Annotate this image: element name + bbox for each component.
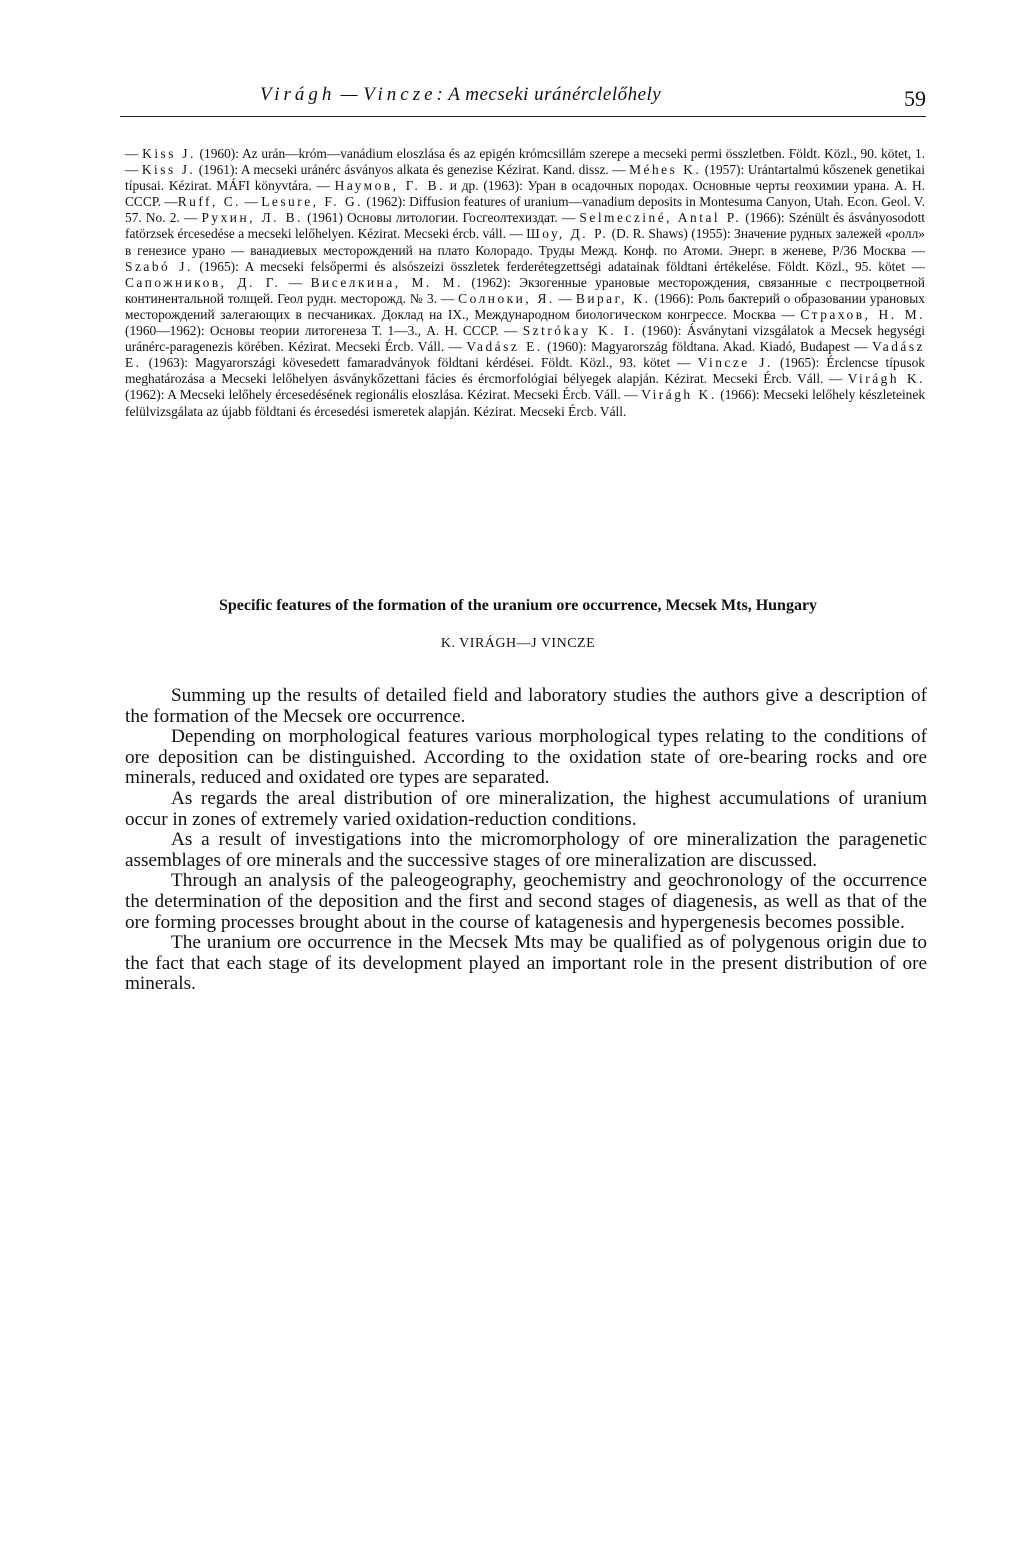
reference-text: (1962): A Mecseki lelőhely ércesedésének regionális eloszlása. Kézirat. Mecseki Ércb. Váll. — (125, 387, 642, 403)
reference-text: (1960—1962): Основы теории литогенеза Т. 1—3., А. Н. СССР. — (125, 323, 523, 339)
reference-author: Kiss J. (142, 146, 196, 161)
summary-paragraph: The uranium ore occurrence in the Mecsek Mts may be qualified as of polygenous origin due to the fact that each stage of its development played an important role in the present distribution of ore minerals. (125, 932, 927, 995)
reference-text: (1961) Основы литологии. Госгеолтехиздат. — (302, 210, 580, 226)
reference-text: (1965): A mecseki felsőpermi és alsószeizi összletek ferderétegzettségi adatainak földtani értékelése. Földt. Közl., 95. kötet — (192, 258, 925, 274)
reference-text: — (554, 290, 576, 306)
summary-body (125, 686, 927, 995)
summary-paragraph: Depending on morphological features various morphological types relating to the conditions of ore deposition can be distinguished. According to the oxidation state of ore-bearing rocks and ore minerals, reduced and oxidated ore types are separated. (125, 726, 927, 789)
running-title-text: : A mecseki uránérclelőhely (436, 84, 662, 105)
summary-paragraph: As regards the areal distribution of ore mineralization, the highest accumulations of uranium occur in zones of extremely varied oxidation-reduction conditions. (125, 787, 927, 830)
reference-author: Наумов, Г. В. (334, 178, 445, 194)
summary-authors: K. VIRÁGH—J VINCZE (440, 636, 596, 651)
page-number: 59 (904, 86, 926, 111)
running-author-1: Virágh (260, 84, 336, 105)
summary-paragraph: Through an analysis of the paleogeography, geochemistry and geochronology of the occurrence the determination of the deposition and the first and second stages of diagenesis, as well as that of the ore forming processes brought about in the course of katagenesis and hypergenesis becomes possible. (125, 870, 927, 933)
reference-author: Солноки, Я. (458, 290, 555, 306)
reference-text: — (241, 194, 262, 210)
reference-author: Сапожников, Д. Г. (125, 274, 281, 290)
reference-text: (1965): Érclencse típusok meghatározása a Mecseki lelőhelyen ásványkőzettani fácies és ércmorfológiai bélyegek alapján. Kézirat. Mecseki Ércb. Váll. — (125, 355, 925, 387)
reference-text: (1960): Magyarország földtana. Akad. Kiadó, Budapest — (542, 339, 873, 355)
summary-paragraph: Summing up the results of detailed field and laboratory studies the authors give a description of the formation of the Mecsek ore occurrence. (125, 685, 927, 727)
reference-author: Виселкина, М. М. (310, 274, 463, 290)
summary-paragraph: As a result of investigations into the micromorphology of ore mineralization the paragenetic assemblages of ore minerals and the successive stages of ore mineralization are discussed. (125, 829, 927, 871)
reference-lead: — (125, 146, 143, 161)
reference-author: Virágh K. (847, 371, 925, 387)
reference-author: Ruff, C. (177, 194, 242, 210)
reference-text: (1961): A mecseki uránérc ásványos alkata és genezise Kézirat. Kand. dissz. — (195, 162, 630, 178)
reference-text: (1966): Mecseki lelőhely készleteinek felülvizsgálata az újabb földtani és ércesedési ismeretek alapján. Kézirat. Mecseki Ércb. Váll. (125, 387, 926, 419)
reference-author: Страхов, Н. М. (800, 306, 925, 322)
reference-text: и др. (1963): Уран в осадочных породах. Основные черты геохимии урана. А. Н. СССР. — (125, 178, 925, 210)
running-title (260, 84, 661, 106)
reference-author: Шоу, Д. Р. (526, 226, 609, 242)
reference-text: (1957): Urántartalmú kőszenek genetikai típusai. Kézirat. MÁFI könyvtára. — (125, 162, 925, 194)
reference-author: Kiss J. (141, 162, 196, 178)
running-dash: — (335, 84, 364, 105)
reference-text: (1963): Magyarországi kövesedett famaradványok földtani kérdései. Földt. Közl., 93. kötet — (141, 355, 698, 371)
reference-author: Vincze J. (697, 355, 773, 371)
reference-author: Szabó J. (125, 258, 193, 274)
running-author-2: Vincze (363, 84, 437, 105)
reference-author: Рухин, Л. В. (201, 210, 303, 226)
reference-author: Vadász E. (125, 339, 925, 371)
references-block (125, 146, 925, 420)
reference-author: Lesure, F. G. (261, 194, 363, 210)
reference-author: Sztrókay K. I. (522, 323, 637, 339)
reference-text: (1962): Diffusion features of uranium—vanadium deposits in Montesuma Canyon, Utah. Econ. Geol. V. 57. No. 2. — (125, 194, 926, 226)
reference-author: Virágh K. (641, 387, 717, 403)
reference-text: (1966): Szénült és ásványosodott fatörzsek ércesedése a mecseki lelőhelyen. Kézirat. Mecseki ércb. váll. — (125, 210, 926, 242)
running-header (120, 80, 926, 117)
reference-author: Вираг, К. (575, 290, 651, 306)
reference-author: Selmecziné, Antal P. (579, 210, 742, 226)
summary-title: Specific features of the formation of the uranium ore occurrence, Mecsek Mts, Hungary (218, 597, 818, 614)
reference-text: — (280, 274, 311, 290)
reference-author: Vadász E. (466, 339, 543, 355)
reference-text: (1962): Экзогенные урановые месторождения, связанные с пестроцветной континентальной толщей. Геол рудн. месторожд. № 3. — (125, 274, 925, 306)
reference-text: (D. R. Shaws) (1955): Значение рудных залежей «ролл» в генезисе урано — ванадиевых месторождений на плато Колорадо. Труды Межд. Конф. по Атоми. Энерг. в женеве, P/36 Москва — (125, 226, 925, 258)
reference-text: (1960): Ásványtani vizsgálatok a Mecsek hegységi uránérc-paragenezis körében. Kézirat. Mecseki Ércb. Váll. — (125, 323, 925, 355)
reference-author: Méhes K. (629, 162, 702, 178)
reference-text: (1966): Роль бактерий о образовании урановых месторождений залегающих в песчаниках. Доклад на IX., Международном биологическом конгрессе. Москва — (125, 290, 925, 322)
reference-text: (1960): Az urán—króm—vanádium eloszlása és az epigén krómcsillám szerepe a mecseki permi összletben. Földt. Közl., 90. kötet, 1. — (125, 146, 925, 178)
